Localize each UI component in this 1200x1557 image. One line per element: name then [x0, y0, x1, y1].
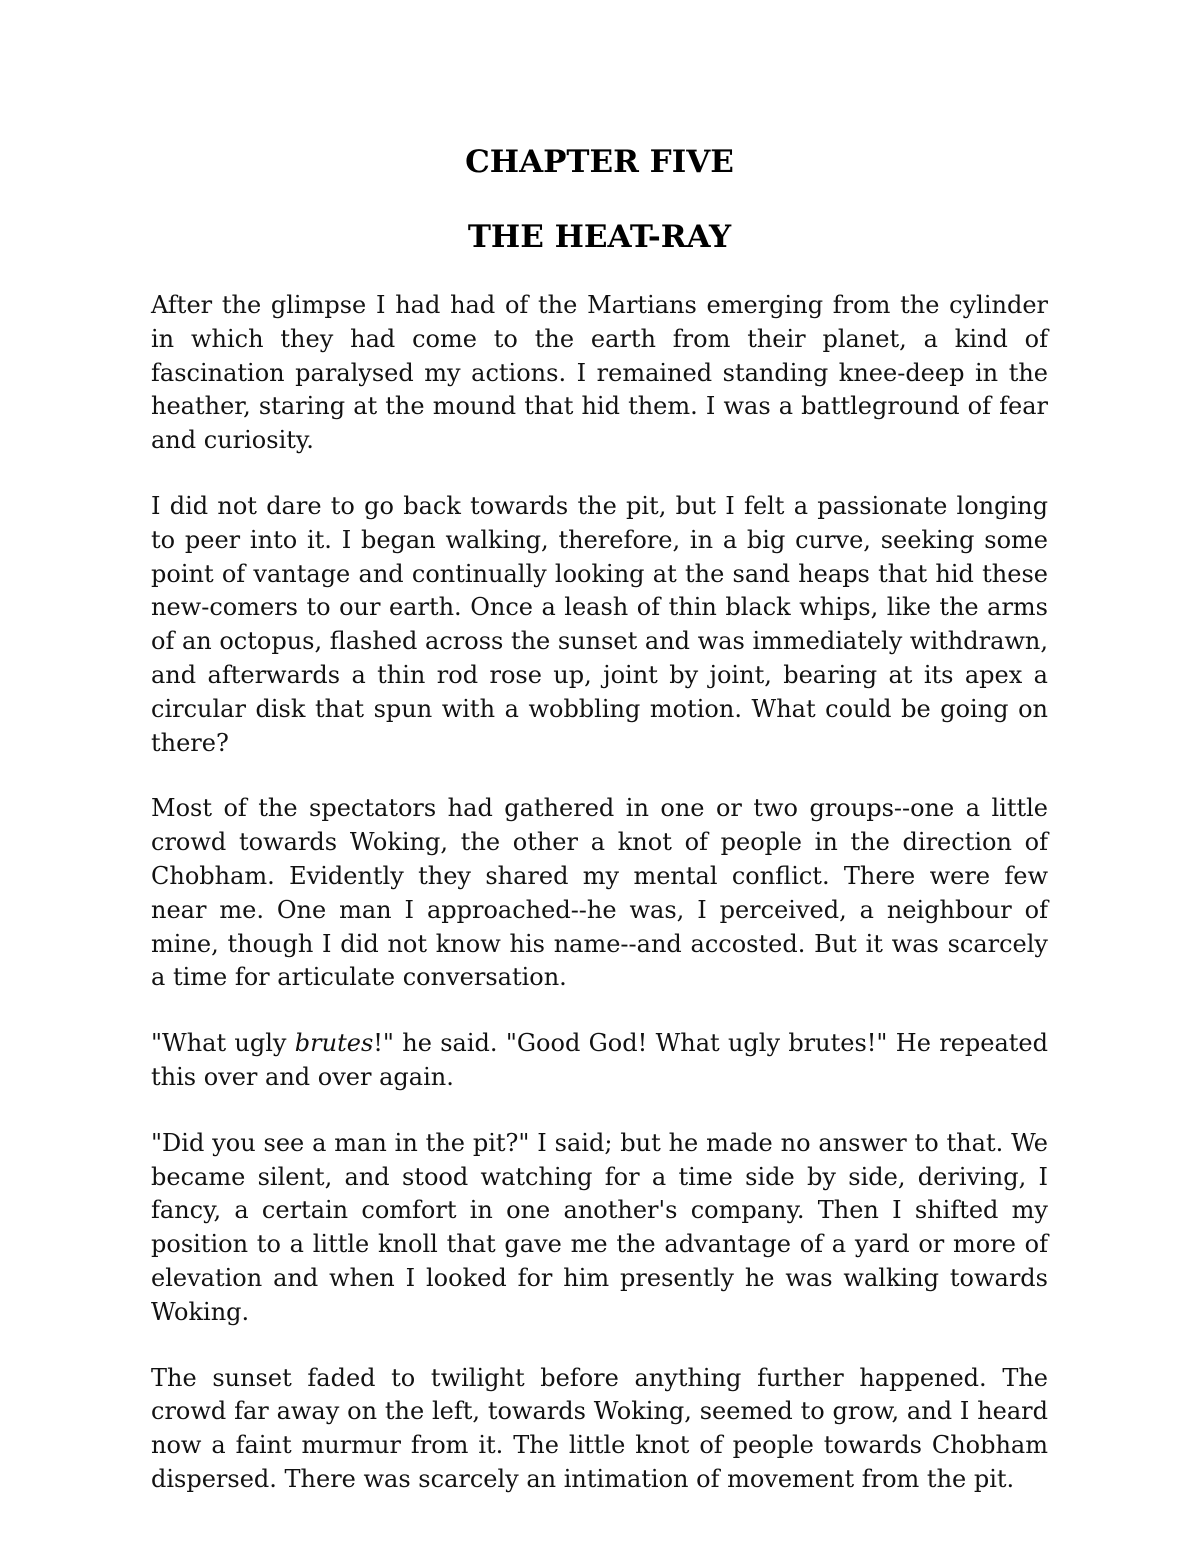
chapter-heading: CHAPTER FIVE [465, 144, 734, 180]
paragraph-2-text: I did not dare to go back towards the pit, but I felt a passionate longing to peer into it. I began walking, therefore, in a big curve, seeking some point of vantage and continually looking at the sand heaps that hid these new-comers to our earth. Once a leash of thin black whips, like the arms of an octopus, flashed across the sunset and was immediately withdrawn, and afterwards a thin rod rose up, joint by joint, bearing at its apex a circular disk that spun with a wobbling motion. What could be going on there? [151, 491, 1049, 757]
paragraph-5 [151, 1127, 1048, 1330]
paragraph-4-italic-word: brutes [294, 1029, 374, 1058]
paragraph-3 [151, 792, 1048, 995]
paragraph-4-text-before-italic: "What ugly [151, 1029, 295, 1058]
paragraph-6 [151, 1362, 1048, 1497]
paragraph-3-text: Most of the spectators had gathered in one or two groups--one a little crowd towards Woking, the other a knot of people in the direction of Chobham. Evidently they shared my mental conflict. There were few near me. One man I approached--he was, I perceived, a neighbour of mine, though I did not know his name--and accosted. But it was scarcely a time for articulate conversation. [151, 794, 1048, 992]
paragraph-4-text-after-italic: !" he said. "Good God! What ugly brutes!" He repeated this over and over again. [151, 1029, 1048, 1091]
chapter-subtitle: THE HEAT-RAY [467, 219, 732, 255]
paragraph-2 [151, 490, 1048, 760]
paragraph-5-text: "Did you see a man in the pit?" I said; but he made no answer to that. We became silent, and stood watching for a time side by side, deriving, I fancy, a certain comfort in one another's company. Then I shifted my position to a little knoll that gave me the advantage of a yard or more of elevation and when I looked for him presently he was walking towards Woking. [151, 1128, 1048, 1326]
paragraph-1 [151, 289, 1048, 458]
paragraph-1-text: After the glimpse I had had of the Martians emerging from the cylinder in which they had come to the earth from their planet, a kind of fascination paralysed my actions. I remained standing knee-deep in the heather, staring at the mound that hid them. I was a battleground of fear and curiosity. [151, 291, 1048, 455]
paragraph-4 [151, 1027, 1048, 1095]
paragraph-6-text: The sunset faded to twilight before anything further happened. The crowd far away on the left, towards Woking, seemed to grow, and I heard now a faint murmur from it. The little knot of people towards Chobham dispersed. There was scarcely an intimation of movement from the pit. [151, 1363, 1048, 1493]
